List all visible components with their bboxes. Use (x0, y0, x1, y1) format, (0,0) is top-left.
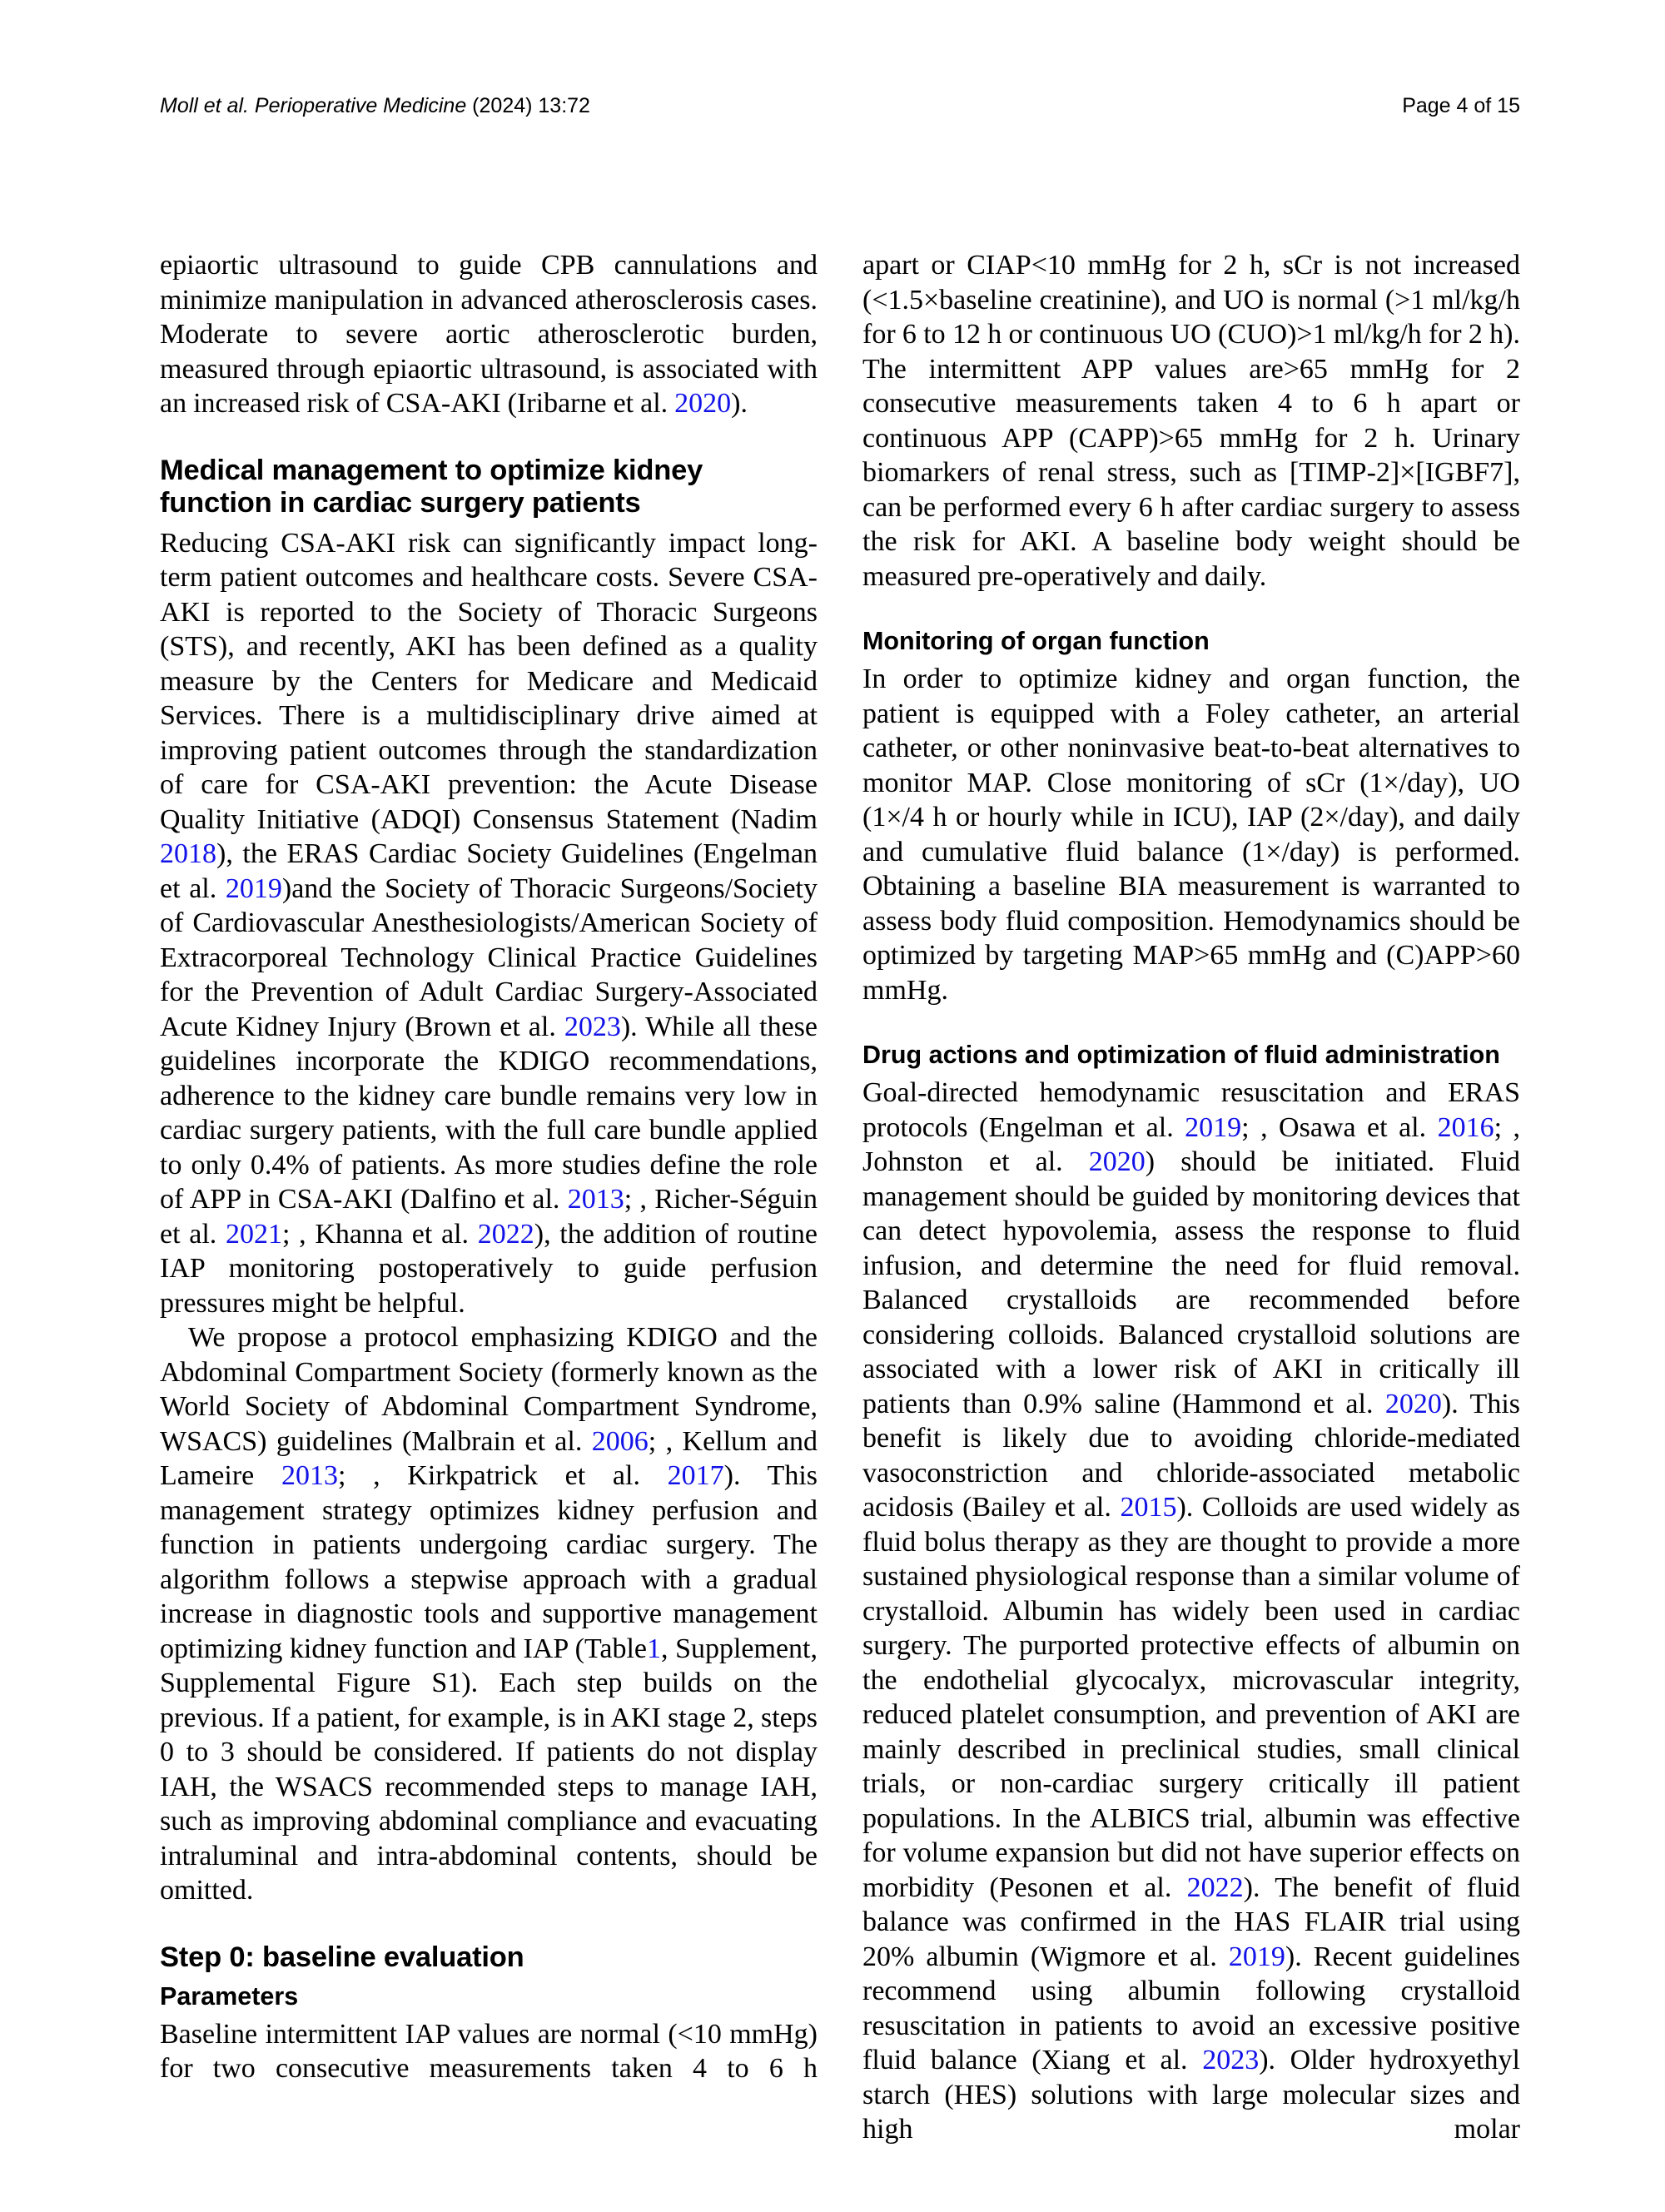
text-run: ; , Khanna et al. (281, 1218, 478, 1250)
text-run: ). The benefit of fluid balance was confirmed in the HAS FLAIR trial using 20% albumin (Wigmore et al. (862, 1872, 1520, 1972)
paragraph (160, 526, 818, 1321)
text-run: ). Older hydroxyethyl starch (HES) solutions with large molecular sizes and high molar (862, 2045, 1520, 2145)
left-column (160, 248, 818, 2147)
right-column (862, 248, 1520, 2147)
text-run: ). Colloids are used widely as fluid bolus therapy as they are thought to provide a more sustained physiological response than a similar volume of crystalloid. Albumin has widely been used in cardiac surgery. The purported protective effects of albumin on the endothelial glycocalyx, microvascular integrity, reduced platelet consumption, and prevention of AKI are mainly described in preclinical studies, small clinical trials, or non-cardiac surgery critically ill patient populations. In the ALBICS trial, albumin was effective for volume expansion but did not have superior effects on morbidity (Pesonen et al. (862, 1492, 1520, 1903)
journal-citation (160, 93, 590, 118)
text-run: Goal-directed hemodynamic resuscitation and ERAS protocols (Engelman et al. (862, 1077, 1520, 1143)
text-run: ; , Johnston et al. (862, 1111, 1520, 1177)
citation-link[interactable]: 2022 (1186, 1872, 1244, 1903)
citation-link[interactable]: 2021 (225, 1218, 282, 1250)
paragraph (862, 1076, 1520, 2147)
citation-link[interactable]: 2023 (564, 1011, 621, 1042)
citation-link[interactable]: 2019 (225, 872, 282, 904)
subsection-heading: Parameters (160, 1981, 299, 2011)
citation-link[interactable]: 2016 (1437, 1111, 1494, 1143)
text-run: ; , Kellum and Lameire (160, 1425, 818, 1491)
citation-link[interactable]: 2013 (281, 1460, 338, 1491)
citation-link[interactable]: 2020 (1384, 1388, 1442, 1419)
paragraph (862, 662, 1520, 1007)
text-run: , Supplement, Supplemental Figure S1). Each step builds on the previous. If a patient, for example, is in AKI stage 2, steps 0 to 3 should be considered. If patients do not display IAH, the WSACS recommended steps to manage IAH, such as improving abdominal compliance and evacuating intraluminal and intra-abdominal contents, should be omitted. (160, 1633, 818, 1906)
section-heading: Step 0: baseline evaluation (160, 1941, 524, 1973)
citation-link[interactable]: 2018 (160, 838, 216, 869)
citation-link[interactable]: 1 (647, 1633, 661, 1664)
text-run: Reducing CSA-AKI risk can significantly impact long-term patient outcomes and healthcare costs. Severe CSA-AKI is reported to the Society of Thoracic Surgeons (STS), and recently, AKI has been defined as a quality measure by the Centers for Medicare and Medicaid Services. There is a multidisciplinary drive aimed at improving patient outcomes through the standardization of care for CSA-AKI prevention: the Acute Disease Quality Initiative (ADQI) Consensus Statement (Nadim (160, 527, 818, 835)
citation-link[interactable]: 2019 (1185, 1111, 1242, 1143)
citation-link[interactable]: 2006 (591, 1425, 649, 1457)
text-run: ), the addition of routine IAP monitoring postoperatively to guide perfusion pressures might be helpful. (160, 1218, 818, 1319)
journal-citation-italic: Moll et al. Perioperative Medicine (160, 94, 467, 117)
citation-link[interactable]: 2022 (477, 1218, 534, 1250)
text-run: ) should be initiated. Fluid management should be guided by monitoring devices that can detect hypovolemia, assess the response to fluid infusion, and determine the need for fluid removal. Balanced crystalloids are recommended before considering colloids. Balanced crystalloid solutions are associated with a lower risk of AKI in critically ill patients than 0.9% saline (Hammond et al. (862, 1146, 1521, 1419)
text-run: ). Recent guidelines recommend using albumin following crystalloid resuscitation in patients to avoid an excessive positive fluid balance (Xiang et al. (862, 1941, 1520, 2075)
text-run: ). While all these guidelines incorporate the KDIGO recommendations, adherence to the kidney care bundle remains very low in cardiac surgery patients, with the full care bundle applied to only 0.4% of patients. As more studies define the role of APP in CSA-AKI (Dalfino et al. (160, 1011, 818, 1215)
page-header (160, 93, 1520, 118)
text-run: In order to optimize kidney and organ function, the patient is equipped with a Foley catheter, an arterial catheter, or other noninvasive beat-to-beat alternatives to monitor MAP. Close monitoring of sCr (1×/day), UO (1×/4 h or hourly while in ICU), IAP (2×/day), and daily and cumulative fluid balance (1×/day) is performed. Obtaining a baseline BIA measurement is warranted to assess body fluid composition. Hemodynamics should be optimized by targeting MAP>65 mmHg and (C)APP>60 mmHg. (862, 664, 1520, 1006)
text-run: ). (731, 388, 748, 419)
citation-link[interactable]: 2019 (1228, 1941, 1285, 1972)
subsection-heading: Drug actions and optimization of fluid administration (862, 1041, 1500, 1069)
citation-link[interactable]: 2023 (1202, 2045, 1260, 2075)
citation-link[interactable]: 2013 (567, 1184, 624, 1215)
section-heading: Medical management to optimize kidney function in cardiac surgery patients (160, 454, 703, 519)
text-run: Baseline intermittent IAP values are normal (<10 mmHg) for two consecutive measurements taken 4 to 6 h (160, 2018, 818, 2084)
journal-citation-rest: (2024) 13:72 (466, 94, 590, 117)
paragraph (160, 2017, 818, 2086)
citation-link[interactable]: 2015 (1120, 1492, 1177, 1523)
paragraph (160, 1320, 818, 1908)
text-run: )and the Society of Thoracic Surgeons/Society of Cardiovascular Anesthesiologists/American Society of Extracorporeal Technology Clinical Practice Guidelines for the Prevention of Adult Cardiac Surgery-Associated Acute Kidney Injury (Brown et al. (160, 872, 818, 1042)
citation-link[interactable]: 2020 (674, 388, 732, 419)
text-run: apart or CIAP<10 mmHg for 2 h, sCr is not increased (<1.5×baseline creatinine), and UO is normal (>1 ml/kg/h for 6 to 12 h or continuous UO (CUO)>1 ml/kg/h for 2 h). The intermittent APP values are>65 mmHg for 2 consecutive measurements taken 4 to 6 h apart or continuous APP (CAPP)>65 mmHg for 2 h. Urinary biomarkers of renal stress, such as [TIMP-2]×[IGBF7], can be performed every 6 h after cardiac surgery to assess the risk for AKI. A baseline body weight should be measured pre-operatively and daily. (862, 250, 1520, 592)
citation-link[interactable]: 2017 (667, 1460, 724, 1491)
text-run: ; , Richer-Séguin et al. (160, 1184, 818, 1250)
subsection-heading: Monitoring of organ function (862, 627, 1210, 655)
text-run: ). This benefit is likely due to avoiding chloride-mediated vasoconstriction and chloride-associated metabolic acidosis (Bailey et al. (862, 1388, 1520, 1523)
text-run: ). This management strategy optimizes kidney perfusion and function in patients undergoing cardiac surgery. The algorithm follows a stepwise approach with a gradual increase in diagnostic tools and supportive management optimizing kidney function and IAP (Table (160, 1460, 818, 1664)
paragraph (160, 248, 818, 421)
text-columns (160, 248, 1520, 2147)
text-run: We propose a protocol emphasizing KDIGO and the Abdominal Compartment Society (formerly known as the World Society of Abdominal Compartment Syndrome, WSACS) guidelines (Malbrain et al. (160, 1322, 818, 1457)
text-run: ; , Osawa et al. (1241, 1111, 1438, 1143)
text-run: ), the ERAS Cardiac Society Guidelines (Engelman et al. (160, 838, 818, 904)
paragraph (862, 248, 1520, 594)
citation-link[interactable]: 2020 (1088, 1146, 1146, 1177)
page-number: Page 4 of 15 (1402, 94, 1520, 117)
text-run: epiaortic ultrasound to guide CPB cannulations and minimize manipulation in advanced atherosclerosis cases. Moderate to severe aortic atherosclerotic burden, measured through epiaortic ultrasound, is associated with an increased risk of CSA-AKI (Iribarne et al. (160, 250, 818, 419)
text-run: ; , Kirkpatrick et al. (337, 1460, 668, 1491)
